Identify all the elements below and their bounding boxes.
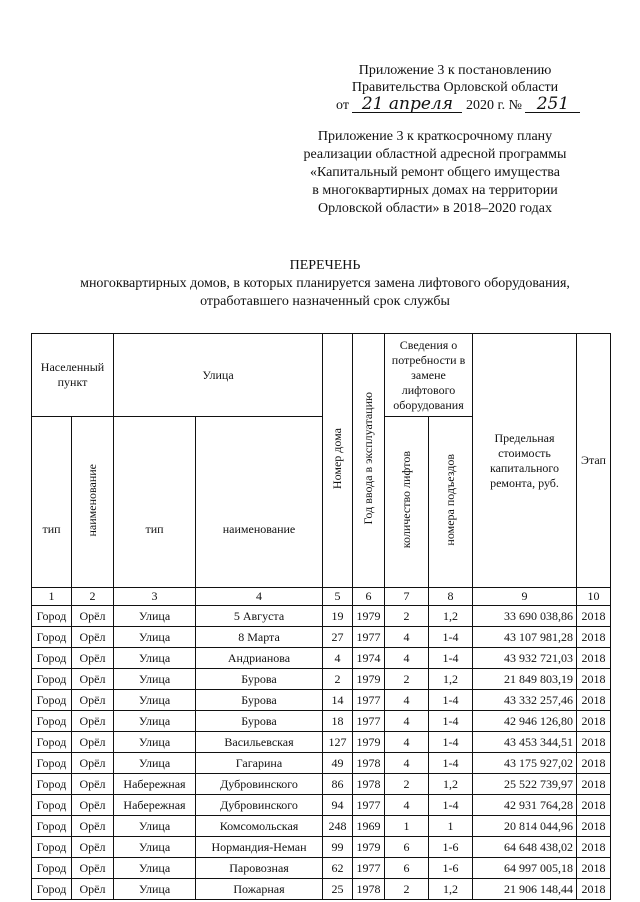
house-number-cell: 19 [323, 606, 353, 627]
table-row [32, 774, 611, 795]
settlement-name-cell: Орёл [72, 627, 114, 648]
entrances-cell: 1,2 [429, 669, 473, 690]
year-built-cell: 1977 [353, 627, 385, 648]
entrances-cell: 1,2 [429, 774, 473, 795]
street-type-cell: Улица [114, 648, 196, 669]
stage-cell: 2018 [577, 648, 611, 669]
house-number-cell: 4 [323, 648, 353, 669]
entrances-cell: 1 [429, 816, 473, 837]
street-name-cell: 8 Марта [196, 627, 323, 648]
settlement-name-cell: Орёл [72, 816, 114, 837]
year-built-cell: 1979 [353, 606, 385, 627]
settlement-name-cell: Орёл [72, 879, 114, 900]
year-built-cell: 1978 [353, 774, 385, 795]
entrances-cell: 1-6 [429, 837, 473, 858]
street-name-cell: Бурова [196, 690, 323, 711]
stage-cell: 2018 [577, 858, 611, 879]
cost-cell: 25 522 739,97 [473, 774, 577, 795]
plan-line-3: «Капитальный ремонт общего имущества [310, 165, 560, 180]
table-row [32, 837, 611, 858]
settlement-type-cell: Город [32, 711, 72, 732]
header-lift-need: Сведения о потребности в замене лифтового оборудования [385, 334, 473, 417]
settlement-type-cell: Город [32, 753, 72, 774]
stage-cell: 2018 [577, 711, 611, 732]
plan-line-2: реализации областной адресной программы [303, 147, 567, 162]
cost-cell: 21 906 148,44 [473, 879, 577, 900]
year-built-cell: 1978 [353, 879, 385, 900]
header-settlement-name: наименование [72, 417, 114, 588]
street-type-cell: Улица [114, 837, 196, 858]
year-built-cell: 1979 [353, 732, 385, 753]
year-label: 2020 г. № [465, 98, 522, 113]
house-number-cell: 18 [323, 711, 353, 732]
entrances-cell: 1-4 [429, 732, 473, 753]
lift-count-cell: 6 [385, 858, 429, 879]
stage-cell: 2018 [577, 627, 611, 648]
stage-cell: 2018 [577, 732, 611, 753]
street-name-cell: Комсомольская [196, 816, 323, 837]
header-house-number: Номер дома [323, 334, 353, 588]
plan-line-5: Орловской области» в 2018–2020 годах [318, 201, 552, 216]
house-number-cell: 27 [323, 627, 353, 648]
street-type-cell: Набережная [114, 795, 196, 816]
table-row [32, 795, 611, 816]
table-row [32, 879, 611, 900]
header-max-cost: Предельная стоимость капитального ремонта, руб. [473, 334, 577, 588]
heading-title: ПЕРЕЧЕНЬ [289, 258, 361, 273]
stage-cell: 2018 [577, 669, 611, 690]
table-row [32, 711, 611, 732]
appendix-line-2: Правительства Орловской области [351, 80, 559, 95]
lift-count-cell: 4 [385, 711, 429, 732]
street-name-cell: Дубровинского [196, 795, 323, 816]
lift-count-cell: 2 [385, 879, 429, 900]
street-type-cell: Улица [114, 816, 196, 837]
column-number: 8 [429, 588, 473, 606]
table-row [32, 858, 611, 879]
street-type-cell: Улица [114, 606, 196, 627]
lift-count-cell: 4 [385, 795, 429, 816]
column-number: 1 [32, 588, 72, 606]
stage-cell: 2018 [577, 690, 611, 711]
settlement-name-cell: Орёл [72, 606, 114, 627]
entrances-cell: 1-6 [429, 858, 473, 879]
year-built-cell: 1977 [353, 858, 385, 879]
buildings-table [31, 333, 611, 900]
entrances-cell: 1-4 [429, 711, 473, 732]
lift-count-cell: 2 [385, 606, 429, 627]
entrances-cell: 1,2 [429, 879, 473, 900]
table-row [32, 606, 611, 627]
year-built-cell: 1969 [353, 816, 385, 837]
column-number: 7 [385, 588, 429, 606]
street-name-cell: Бурова [196, 669, 323, 690]
lift-count-cell: 4 [385, 690, 429, 711]
cost-cell: 43 107 981,28 [473, 627, 577, 648]
stage-cell: 2018 [577, 795, 611, 816]
plan-line-1: Приложение 3 к краткосрочному плану [317, 129, 553, 144]
settlement-name-cell: Орёл [72, 711, 114, 732]
column-number: 10 [577, 588, 611, 606]
entrances-cell: 1-4 [429, 753, 473, 774]
street-name-cell: Гагарина [196, 753, 323, 774]
street-name-cell: Бурова [196, 711, 323, 732]
appendix-block [330, 62, 580, 114]
header-stage: Этап [577, 334, 611, 588]
settlement-type-cell: Город [32, 606, 72, 627]
header-settlement-type: тип [32, 417, 72, 588]
lift-count-cell: 4 [385, 753, 429, 774]
settlement-name-cell: Орёл [72, 732, 114, 753]
house-number-cell: 62 [323, 858, 353, 879]
street-name-cell: Пожарная [196, 879, 323, 900]
stage-cell: 2018 [577, 837, 611, 858]
settlement-type-cell: Город [32, 627, 72, 648]
house-number-cell: 86 [323, 774, 353, 795]
header-year-built: Год ввода в эксплуатацию [353, 334, 385, 588]
settlement-name-cell: Орёл [72, 648, 114, 669]
settlement-type-cell: Город [32, 879, 72, 900]
cost-cell: 33 690 038,86 [473, 606, 577, 627]
street-name-cell: Дубровинского [196, 774, 323, 795]
year-built-cell: 1977 [353, 795, 385, 816]
street-type-cell: Набережная [114, 774, 196, 795]
document-heading [20, 257, 630, 311]
settlement-type-cell: Город [32, 795, 72, 816]
header-street-type: тип [114, 417, 196, 588]
street-type-cell: Улица [114, 753, 196, 774]
cost-cell: 43 175 927,02 [473, 753, 577, 774]
house-number-cell: 49 [323, 753, 353, 774]
cost-cell: 42 931 764,28 [473, 795, 577, 816]
settlement-name-cell: Орёл [72, 858, 114, 879]
street-name-cell: Паровозная [196, 858, 323, 879]
table-row [32, 669, 611, 690]
settlement-type-cell: Город [32, 837, 72, 858]
house-number-cell: 25 [323, 879, 353, 900]
lift-count-cell: 2 [385, 669, 429, 690]
entrances-cell: 1-4 [429, 648, 473, 669]
street-type-cell: Улица [114, 627, 196, 648]
settlement-name-cell: Орёл [72, 774, 114, 795]
settlement-type-cell: Город [32, 732, 72, 753]
stage-cell: 2018 [577, 606, 611, 627]
settlement-name-cell: Орёл [72, 795, 114, 816]
column-number-row [32, 588, 611, 606]
street-name-cell: Васильевская [196, 732, 323, 753]
entrances-cell: 1-4 [429, 690, 473, 711]
header-entrances: номера подъездов [429, 417, 473, 588]
table-row [32, 648, 611, 669]
date-prefix: от [336, 98, 349, 113]
house-number-cell: 2 [323, 669, 353, 690]
handwritten-date: 21 апреля [352, 96, 462, 113]
stage-cell: 2018 [577, 774, 611, 795]
lift-count-cell: 4 [385, 648, 429, 669]
cost-cell: 64 648 438,02 [473, 837, 577, 858]
cost-cell: 21 849 803,19 [473, 669, 577, 690]
entrances-cell: 1-4 [429, 627, 473, 648]
settlement-type-cell: Город [32, 858, 72, 879]
appendix-line-1: Приложение 3 к постановлению [358, 63, 552, 78]
cost-cell: 20 814 044,96 [473, 816, 577, 837]
cost-cell: 64 997 005,18 [473, 858, 577, 879]
header-settlement: Населенный пункт [32, 334, 114, 417]
settlement-name-cell: Орёл [72, 669, 114, 690]
year-built-cell: 1979 [353, 837, 385, 858]
entrances-cell: 1,2 [429, 606, 473, 627]
handwritten-number: 251 [525, 96, 580, 113]
header-street: Улица [114, 334, 323, 417]
column-number: 2 [72, 588, 114, 606]
table-body [32, 606, 611, 900]
year-built-cell: 1979 [353, 669, 385, 690]
street-type-cell: Улица [114, 711, 196, 732]
house-number-cell: 248 [323, 816, 353, 837]
column-number: 5 [323, 588, 353, 606]
year-built-cell: 1978 [353, 753, 385, 774]
stage-cell: 2018 [577, 816, 611, 837]
entrances-cell: 1-4 [429, 795, 473, 816]
settlement-name-cell: Орёл [72, 753, 114, 774]
appendix-date-line [330, 96, 580, 114]
street-type-cell: Улица [114, 858, 196, 879]
table-row [32, 753, 611, 774]
lift-count-cell: 4 [385, 732, 429, 753]
year-built-cell: 1974 [353, 648, 385, 669]
settlement-name-cell: Орёл [72, 690, 114, 711]
cost-cell: 43 932 721,03 [473, 648, 577, 669]
column-number: 6 [353, 588, 385, 606]
year-built-cell: 1977 [353, 711, 385, 732]
settlement-type-cell: Город [32, 648, 72, 669]
column-number: 9 [473, 588, 577, 606]
table-row [32, 732, 611, 753]
cost-cell: 43 332 257,46 [473, 690, 577, 711]
street-name-cell: Андрианова [196, 648, 323, 669]
header-street-name: наименование [196, 417, 323, 588]
table-row [32, 816, 611, 837]
lift-count-cell: 4 [385, 627, 429, 648]
column-number: 3 [114, 588, 196, 606]
house-number-cell: 99 [323, 837, 353, 858]
street-name-cell: Нормандия-Неман [196, 837, 323, 858]
table-row [32, 627, 611, 648]
house-number-cell: 127 [323, 732, 353, 753]
settlement-type-cell: Город [32, 774, 72, 795]
settlement-type-cell: Город [32, 690, 72, 711]
settlement-name-cell: Орёл [72, 837, 114, 858]
settlement-type-cell: Город [32, 669, 72, 690]
cost-cell: 42 946 126,80 [473, 711, 577, 732]
stage-cell: 2018 [577, 879, 611, 900]
heading-line-3: отработавшего назначенный срок службы [200, 294, 450, 309]
street-type-cell: Улица [114, 690, 196, 711]
house-number-cell: 14 [323, 690, 353, 711]
column-number: 4 [196, 588, 323, 606]
year-built-cell: 1977 [353, 690, 385, 711]
house-number-cell: 94 [323, 795, 353, 816]
street-type-cell: Улица [114, 879, 196, 900]
street-type-cell: Улица [114, 669, 196, 690]
appendix-plan-block [270, 128, 600, 218]
street-name-cell: 5 Августа [196, 606, 323, 627]
lift-count-cell: 2 [385, 774, 429, 795]
cost-cell: 43 453 344,51 [473, 732, 577, 753]
stage-cell: 2018 [577, 753, 611, 774]
table-row [32, 690, 611, 711]
header-lift-count: количество лифтов [385, 417, 429, 588]
plan-line-4: в многоквартирных домах на территории [312, 183, 558, 198]
heading-line-2: многоквартирных домов, в которых планируется замена лифтового оборудования, [80, 276, 570, 291]
lift-count-cell: 1 [385, 816, 429, 837]
lift-count-cell: 6 [385, 837, 429, 858]
street-type-cell: Улица [114, 732, 196, 753]
settlement-type-cell: Город [32, 816, 72, 837]
